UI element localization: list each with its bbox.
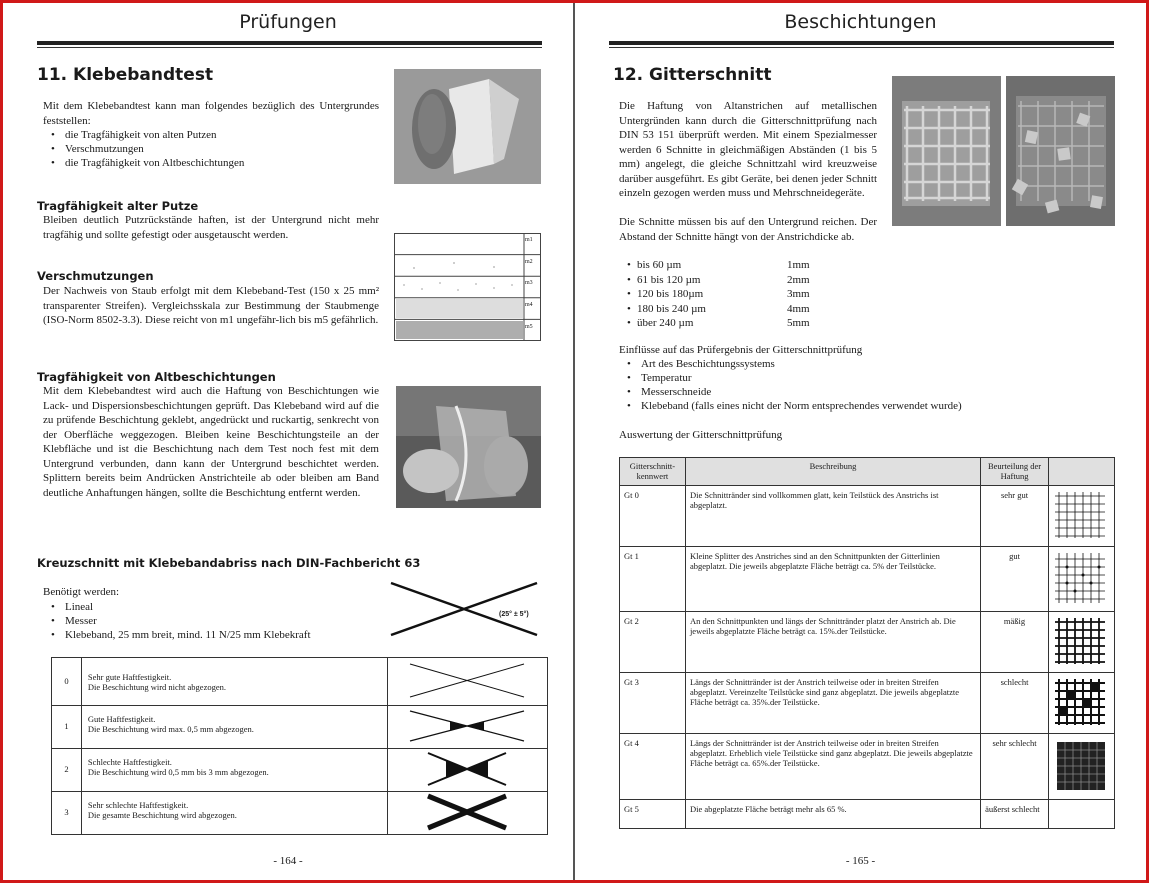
column-header: Beurteilung der Haftung — [981, 458, 1049, 486]
grade-cell: Gt 2 — [620, 612, 686, 673]
right-page-header: Beschichtungen — [784, 11, 937, 33]
thickness-range: 120 bis 180µm — [637, 288, 704, 300]
evaluation-title: Auswertung der Gitterschnittprüfung — [619, 429, 783, 441]
left-page — [3, 3, 573, 880]
description-line: Die Beschichtung wird max. 0,5 mm abgezogen. — [87, 724, 254, 734]
column-header — [1048, 458, 1114, 486]
spacing-row: • 120 bis 180µm 3mm — [627, 288, 810, 300]
grade-cell: 2 — [52, 749, 82, 792]
description-line: Sehr gute Haftfestigkeit. — [87, 672, 172, 682]
cross-pattern-cell — [388, 706, 548, 749]
pattern-cell — [1048, 612, 1114, 673]
cross-pattern-cell — [388, 658, 548, 706]
cross-pattern — [388, 658, 546, 703]
description-cell: Die abgeplatzte Fläche beträgt mehr als 65 %. — [685, 800, 980, 829]
table-row — [620, 486, 1115, 547]
cut-spacing: 3mm — [787, 288, 810, 300]
dust-scale-chart — [394, 233, 541, 341]
cut-spacing: 5mm — [787, 317, 810, 329]
cross-pattern-cell — [388, 749, 548, 792]
subsection-text: Mit dem Klebebandtest wird auch die Haftung von Beschichtungen wie Lack- und Dispersionsbeschichtungen geprüft. Das Klebeband wird auf die zu prüfende Beschichtung geklebt, angedrückt und ruckartig, senkrecht von der Oberfläche weggezogen. Bleiben keine Beschichtungsteile an der Klebfläche und ist die Beschichtung nach dem Test noch fest mit dem Untergrund verbunden, dann kann der Untergrund beschichtet werden. Splittern bereits beim Andrücken Anstrichteile ab oder bleiben am Band deutliche Anhaftungen hängen, sollte die Beschichtung entfernt werden. — [43, 385, 379, 499]
pattern-cell — [1048, 734, 1114, 800]
description-cell — [81, 706, 387, 749]
grade-cell: Gt 1 — [620, 547, 686, 612]
grade-cell: Gt 4 — [620, 734, 686, 800]
column-header: Beschreibung — [685, 458, 980, 486]
rating-cell: sehr schlecht — [981, 734, 1049, 800]
list-item: • Art des Beschichtungssystems — [623, 357, 1103, 371]
pattern-cell — [1048, 673, 1114, 734]
description-line: Schlechte Haftfestigkeit. — [87, 757, 172, 767]
header-rule-thin — [609, 47, 1114, 48]
rating-cell: gut — [981, 547, 1049, 612]
list-item: • die Tragfähigkeit von Altbeschichtungen — [47, 156, 377, 170]
page-number: - 164 - — [273, 855, 303, 867]
grade-cell: 1 — [52, 706, 82, 749]
subsection-text: Der Nachweis von Staub erfolgt mit dem Klebeband-Test (150 x 25 mm² transparenter Streifen). Vergleichsskala zur Bestimmung der Staubmenge (ISO-Norm 8502-3.3). Diese reicht von m1 ungefähr-lich bis m5 gefährlich. — [43, 285, 379, 326]
grid-pattern-gt4 — [1049, 734, 1113, 796]
cross-cut-diagram — [389, 581, 541, 637]
needed-list — [47, 600, 377, 642]
thickness-range: bis 60 µm — [637, 259, 682, 271]
grid-cut-photo-2 — [1006, 76, 1115, 226]
grid-pattern-gt3 — [1049, 673, 1113, 731]
description-line: Die Beschichtung wird nicht abgezogen. — [87, 682, 226, 692]
cross-cut-table — [51, 657, 548, 835]
description-cell — [81, 749, 387, 792]
description-cell: Die Schnittränder sind vollkommen glatt, kein Teilstück des Anstrichs ist abgeplatzt. — [685, 486, 980, 547]
tape-peel-photo — [394, 69, 541, 184]
cross-pattern — [388, 792, 546, 832]
cut-spacing: 2mm — [787, 273, 810, 286]
influence-list — [623, 357, 1103, 413]
cut-spacing: 4mm — [787, 302, 810, 315]
thickness-range: 61 bis 120 µm — [637, 273, 701, 286]
list-item: • Messerschneide — [623, 385, 1103, 399]
table-row — [620, 800, 1115, 829]
table-header-row — [620, 458, 1115, 486]
grid-pattern-gt2 — [1049, 612, 1113, 670]
body-paragraph: Die Haftung von Altanstrichen auf metallischen Untergründen kann durch die Gitterschnittprüfung nach DIN 53 151 überprüft werden. Mit einem Spezialmesser werden 6 Schnitte in gleichmäßigen Abständen (1 bis 5 mm) angelegt, die gleiche Schnittzahl wird kreuzweise darüber ausgeführt. Es gibt Geräte, bei denen jeder Schnitt einzeln gezogen werden muss und Mehrschneidegeräte. — [619, 100, 877, 199]
subsection-title: Tragfähigkeit alter Putze — [37, 199, 199, 213]
description-cell: Kleine Splitter des Anstriches sind an den Schnittpunkten der Gitterlinien abgeplatzt. Die jeweils abgeplatzte Fläche beträgt ca. 5% der Teilstücke. — [685, 547, 980, 612]
table-row — [52, 749, 548, 792]
grid-cut-photo-1 — [892, 76, 1001, 226]
grade-cell: 0 — [52, 658, 82, 706]
cross-pattern — [388, 706, 546, 746]
spacing-list — [623, 258, 853, 331]
table-row — [52, 792, 548, 835]
cross-pattern — [388, 749, 546, 789]
description-line: Gute Haftfestigkeit. — [87, 714, 156, 724]
scale-label: m5 — [525, 324, 533, 330]
header-rule — [37, 41, 542, 45]
grade-cell: 3 — [52, 792, 82, 835]
grade-cell: Gt 0 — [620, 486, 686, 547]
thickness-range: 180 bis 240 µm — [637, 302, 706, 315]
grid-pattern-gt0 — [1049, 486, 1113, 544]
grade-cell: Gt 5 — [620, 800, 686, 829]
right-page — [575, 3, 1146, 880]
spacing-row: • über 240 µm 5mm — [627, 317, 810, 329]
thickness-range: über 240 µm — [637, 317, 694, 329]
needed-label: Benötigt werden: — [43, 586, 120, 598]
description-cell — [81, 658, 387, 706]
scale-label: m1 — [525, 237, 533, 243]
grid-cut-table — [619, 457, 1115, 829]
description-line: Die Beschichtung wird 0,5 mm bis 3 mm abgezogen. — [87, 767, 269, 777]
spacing-row: • bis 60 µm 1mm — [627, 259, 810, 271]
table-row — [52, 706, 548, 749]
section-title: 11. Klebebandtest — [37, 65, 214, 85]
pattern-cell — [1048, 486, 1114, 547]
subsection-title: Kreuzschnitt mit Klebebandabriss nach DIN-Fachbericht 63 — [37, 556, 421, 570]
subsection-title: Verschmutzungen — [37, 269, 154, 283]
pattern-cell — [1048, 547, 1114, 612]
scale-label: m4 — [525, 302, 533, 308]
rating-cell: äußerst schlecht — [981, 800, 1049, 829]
grid-pattern-gt1 — [1049, 547, 1113, 609]
scale-label: m3 — [525, 280, 533, 286]
cross-pattern-cell — [388, 792, 548, 835]
description-line: Sehr schlechte Haftfestigkeit. — [87, 800, 189, 810]
list-item: • Verschmutzungen — [47, 142, 377, 156]
description-line: Die gesamte Beschichtung wird abgezogen. — [87, 810, 237, 820]
list-item: • Lineal — [47, 600, 377, 614]
influence-title: Einflüsse auf das Prüfergebnis der Gitterschnittprüfung — [619, 344, 863, 356]
grade-cell: Gt 3 — [620, 673, 686, 734]
list-item: • Klebeband (falls eines nicht der Norm entsprechendes verwendet wurde) — [623, 399, 1103, 413]
list-item: • Messer — [47, 614, 377, 628]
tape-test-photo — [396, 386, 541, 508]
body-paragraph: Die Schnitte müssen bis auf den Untergrund reichen. Der Abstand der Schnitte hängt von der Anstrichdicke ab. — [619, 216, 877, 243]
spacing-row: • 180 bis 240 µm 4mm — [627, 302, 810, 315]
rating-cell: sehr gut — [981, 486, 1049, 547]
left-page-header: Prüfungen — [239, 11, 337, 33]
list-item: • Klebeband, 25 mm breit, mind. 11 N/25 mm Klebekraft — [47, 628, 377, 642]
intro-list — [47, 128, 377, 170]
column-header: Gitterschnitt-kennwert — [620, 458, 686, 486]
subsection-title: Tragfähigkeit von Altbeschichtungen — [37, 370, 276, 384]
header-rule-thin — [37, 47, 542, 48]
table-row — [620, 673, 1115, 734]
subsection-text: Bleiben deutlich Putzrückstände haften, ist der Untergrund nicht mehr tragfähig und sollte gefestigt oder ausgetauscht werden. — [43, 214, 379, 241]
angle-label: (25° ± 5°) — [499, 611, 529, 618]
table-row — [620, 612, 1115, 673]
description-cell: Längs der Schnittränder ist der Anstrich teilweise oder in breiten Streifen abgeplatzt. Vereinzelte Teilstücke sind ganz abgeplatzt. Die jeweils abgeplatzte Fläche beträgt ca. 35%.der Teilstücke. — [685, 673, 980, 734]
header-rule — [609, 41, 1114, 45]
description-cell: An den Schnittpunkten und längs der Schnittränder platzt der Anstrich ab. Die jeweils abgeplatzte Fläche beträgt ca. 15%.der Teilstücke. — [685, 612, 980, 673]
rating-cell: schlecht — [981, 673, 1049, 734]
section-title: 12. Gitterschnitt — [613, 65, 772, 85]
description-cell — [81, 792, 387, 835]
list-item: • Temperatur — [623, 371, 1103, 385]
cut-spacing: 1mm — [787, 259, 810, 271]
list-item: • die Tragfähigkeit von alten Putzen — [47, 128, 377, 142]
spacing-row: • 61 bis 120 µm 2mm — [627, 273, 810, 286]
table-row — [620, 734, 1115, 800]
pattern-cell — [1048, 800, 1114, 829]
intro-text: Mit dem Klebebandtest kann man folgendes bezüglich des Untergrundes feststellen: — [43, 100, 379, 127]
description-cell: Längs der Schnittränder ist der Anstrich teilweise oder in breiten Streifen abgeplatzt. Erheblich viele Teilstücke sind ganz abgeplatzt. Die jeweils abgeplatzte Fläche beträgt ca. 65%.der Teilstücke. — [685, 734, 980, 800]
scale-label: m2 — [525, 259, 533, 265]
page-number: - 165 - — [845, 855, 876, 867]
table-row — [52, 658, 548, 706]
table-row — [620, 547, 1115, 612]
rating-cell: mäßig — [981, 612, 1049, 673]
